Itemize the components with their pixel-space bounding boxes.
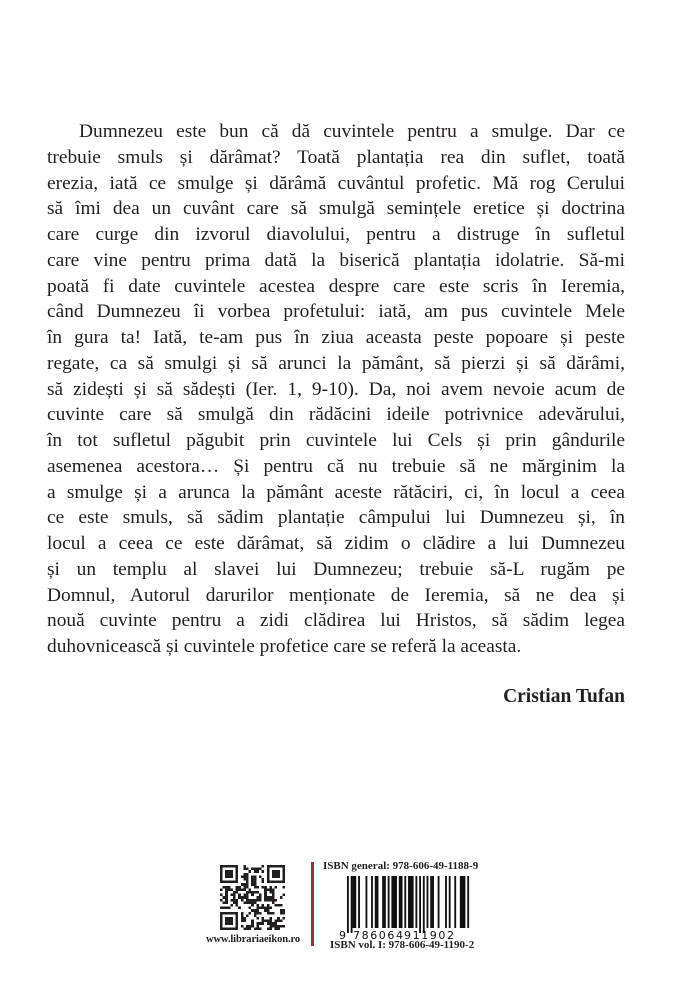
text-line: poată fi date cuvintele acestea despre care este scris în Ieremia,	[47, 275, 625, 297]
barcode-bar	[423, 876, 425, 933]
barcode-bar	[399, 876, 403, 928]
barcode-left-digits: 786064	[353, 929, 405, 940]
barcode-bar	[430, 876, 434, 928]
barcode-bar	[419, 876, 421, 933]
author-signature: Cristian Tufan	[503, 686, 625, 707]
text-line: trebuie smuls și dărâmat? Toată plantația rea din suflet, toată	[47, 146, 625, 168]
isbn-general: ISBN general: 978-606-49-1188-9	[323, 860, 479, 872]
qr-code-icon[interactable]	[220, 865, 285, 930]
text-line: a smulge și a arunca la pământ aceste rătăciri, ci, în locul a ceea	[47, 481, 625, 503]
barcode-bar	[351, 876, 353, 933]
text-line: să îmi dea un cuvânt care să smulgă semințele eretice și doctrina	[47, 198, 625, 220]
text-line: regate, ca să smulgi și să arunci la pământ, să pierzi și să dărâmi,	[47, 352, 625, 374]
text-line: asemenea acestora… Și pentru că nu trebuie să ne mărginim la	[47, 455, 625, 477]
text-line: erezia, iată ce smulge și dărâmă cuvântul profetic. Mă rog Cerului	[47, 172, 625, 194]
text-line: nouă cuvinte pentru a zidi clădirea lui Hristos, să sădim legea	[47, 610, 625, 632]
barcode-bar	[449, 876, 451, 928]
barcode-bar	[388, 876, 390, 928]
barcode-bar	[408, 876, 414, 928]
barcode-bar	[371, 876, 373, 928]
text-line: ce este smuls, să sădim plantație câmpului lui Dumnezeu și, în	[47, 507, 625, 529]
barcode	[336, 874, 471, 940]
barcode-bar	[427, 876, 429, 928]
barcode-bar	[347, 876, 349, 933]
text-line: care curge din izvorul diavolului, pentru a distruge în sufletul	[47, 224, 625, 245]
barcode-bar	[382, 876, 386, 928]
barcode-bar	[415, 876, 417, 928]
barcode-bar	[467, 876, 469, 928]
barcode-bar	[445, 876, 447, 928]
text-line: duhovnicească și cuvintele profetice care se referă la aceasta.	[47, 636, 522, 657]
website-link[interactable]: www.librariaeikon.ro	[205, 934, 301, 945]
text-line: când Dumnezeu îi vorbea profetului: iată, am pus cuvintele Mele	[47, 301, 625, 323]
text-line: Dumnezeu este bun că dă cuvintele pentru a smulge. Dar ce	[79, 121, 625, 142]
barcode-bar	[391, 876, 397, 928]
text-line: Domnul, Autorul darurilor menționate de Ieremia, să ne dea și	[47, 584, 625, 606]
text-line: și un templu al slavei lui Dumnezeu; trebuie să-L rugăm pe	[47, 558, 625, 580]
red-divider	[311, 862, 314, 946]
barcode-bar	[353, 876, 357, 928]
text-line: cuvinte care să smulgă din rădăcini ideile potrivnice adevărului,	[47, 404, 625, 426]
back-cover-text	[47, 119, 625, 660]
barcode-bar	[404, 876, 406, 928]
barcode-bar	[438, 876, 440, 928]
barcode-bar	[460, 876, 466, 928]
text-line: care vine pentru prima dată la biserică plantația idolatrie. Să-mi	[47, 249, 625, 271]
barcode-bar	[454, 876, 456, 928]
text-line: în gura ta! Iată, te-am pus în ziua aceasta peste popoare și peste	[47, 327, 625, 348]
text-line: locul a ceea ce este dărâmat, să zidim o clădire a lui Dumnezeu	[47, 533, 625, 554]
text-line: să zidești și să sădești (Ier. 1, 9-10). Da, noi avem nevoie acum de	[47, 378, 625, 400]
barcode-bar	[366, 876, 368, 928]
text-line: în tot sufletul păgubit prin cuvintele lui Cels și prin gândurile	[47, 430, 625, 451]
barcode-bar	[375, 876, 379, 928]
barcode-first-digit: 9	[339, 929, 346, 940]
barcode-bar	[358, 876, 360, 928]
barcode-right-digits: 911902	[404, 929, 456, 940]
isbn-volume: ISBN vol. I: 978-606-49-1190-2	[330, 939, 475, 951]
